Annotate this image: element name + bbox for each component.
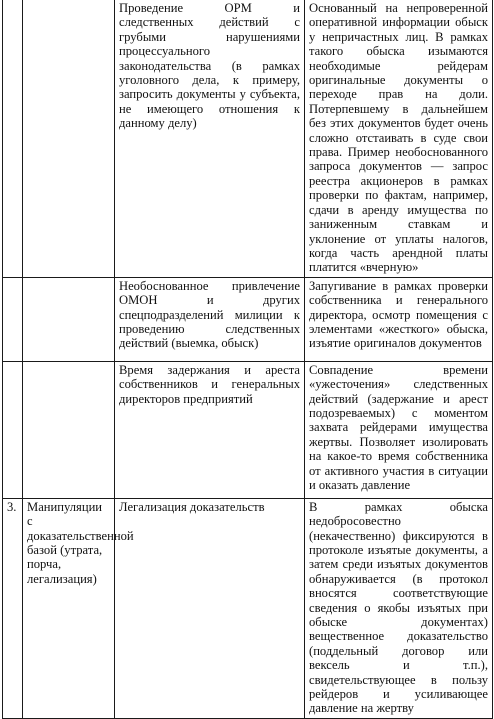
- row-number-cell: [3, 361, 23, 498]
- table-row: [3, 361, 493, 498]
- method-text: Легализация доказательств: [119, 499, 265, 514]
- method-cell: [115, 277, 305, 361]
- category-cell: [23, 0, 115, 277]
- description-cell: [305, 277, 493, 361]
- table-row: [3, 0, 493, 277]
- document-table: [2, 0, 493, 719]
- row-number-cell: [3, 498, 23, 718]
- category-cell: [23, 361, 115, 498]
- row-number-cell: [3, 0, 23, 277]
- description-cell: [305, 498, 493, 718]
- method-cell: [115, 498, 305, 718]
- method-cell: [115, 361, 305, 498]
- description-text: Совпадение времени «ужесточения» следственных действий (задержание и арест подозреваемых) с моментом захвата рейдерами имущества жертвы. Позволяет изолировать на какое-то время собственника от активного участия в ситуации и оказать давление: [309, 362, 488, 492]
- description-cell: [305, 0, 493, 277]
- row-number: 3.: [7, 499, 17, 514]
- description-text: Запугивание в рамках проверки собственника и генерального директора, осмотр помещения с элементами «жесткого» обыска, изъятие оригиналов документов: [309, 278, 488, 351]
- row-number-cell: [3, 277, 23, 361]
- method-text: Проведение ОРМ и следственных действий с грубыми нарушениями процессуального законодательства (в рамках уголовного дела, к примеру, запросить документы у субъекта, не имеющего отношения к данному делу): [119, 1, 300, 131]
- category-cell: [23, 277, 115, 361]
- method-cell: [115, 0, 305, 277]
- method-text: Время задержания и ареста собственников и генеральных директоров предприятий: [119, 362, 300, 406]
- category-cell: [23, 498, 134, 718]
- description-text: В рамках обыска недобросовестно (некачественно) фиксируются в протоколе изъятые документы, а затем среди изъятых документов обнаруживается (в протокол вносятся соответствующие сведения о якобы изъятых при обыске документах) вещественное доказательство (поддельный договор или вексель и т.п.), свидетельствующее в пользу рейдеров и усиливающее давление на жертву: [309, 499, 488, 716]
- description-text: Основанный на непроверенной оперативной информации обыск у непричастных лиц. В рамках такого обыска изымаются необходимые рейдерам оригинальные документы о переходе прав на доли. Потерпевшему в дальнейшем без этих документов будет очень сложно отстаивать в суде свои права. Пример необоснованного запроса документов — запрос реестра акционеров в рамках проверки по фактам, например, сдачи в аренду имущества по заниженным ставкам и уклонение от уплаты налогов, когда часть арендной платы платится «вчерную»: [309, 1, 488, 275]
- method-text: Необоснованное привлечение ОМОН и других спецподразделений милиции к проведению следственных действий (выемка, обыск): [119, 278, 300, 351]
- table-row: [3, 498, 493, 718]
- category-text: Манипуляции с доказательственной базой (утрата, порча, легализация): [27, 499, 134, 586]
- description-cell: [305, 361, 493, 498]
- table-row: [3, 277, 493, 361]
